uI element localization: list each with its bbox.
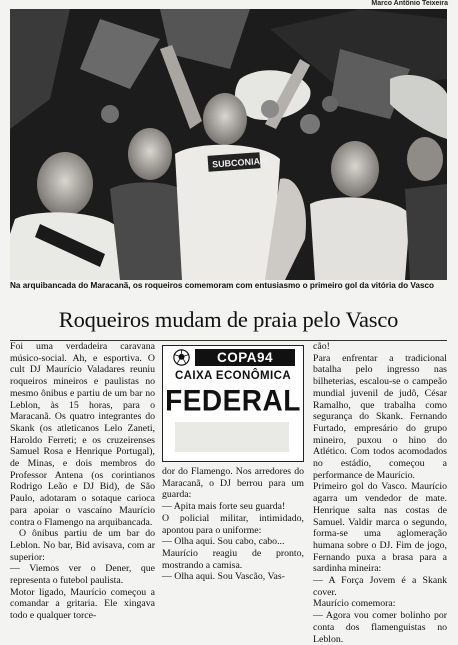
paragraph: Foi uma verdadeira caravana músico-social. Ah, e esportiva. O cult DJ Maurício Valadares reuniu roqueiros mineiros e paulistas no mesmo ônibus e partiu de um bar no Leblon, às 15 horas, para o Maracanã. Os quatro integrantes do Skank (os atleticanos Lelo Zaneti, Haroldo Ferreti; e os cruzeirenses Samuel Rosa e Henrique Portugal), de Minas, e dois membros do Professor Antena (os corintianos Rodrigo Leão e DJ Bid), de São Paulo, adotaram o sotaque carioca para apoiar o vascaíno Maurício contra o Flamengo na arquibancada.: [10, 341, 155, 528]
paragraph: Motor ligado, Maurício começou a comandar a gritaria. Ele xingava todo e qualquer torce-: [10, 586, 155, 622]
paragraph: — Olha aqui. Sou Vascão, Vas-: [162, 571, 285, 583]
paragraph: Primeiro gol do Vasco. Maurício agarra um vendedor de mate. Henrique salta nas costas de Samuel. Valdir marca o segundo, forma-se uma aglomeração humana sobre o DJ. Fim de jogo, Fernando puxa a brasa para a sardinha mineira:: [313, 481, 447, 575]
paragraph: Maurício comemora:: [313, 598, 396, 610]
photo-caption: Na arquibancada do Maracanã, os roqueiros comemoram com entusiasmo o primeiro gol da vitória do Vasco: [10, 281, 435, 290]
paragraph: Para enfrentar a tradicional batalha pelo ingresso nas bilheterias, escalou-se o campeão mundial juvenil de judô, César Ramalho, que trabalha como segurança do Skank. Fernando Furtado, empresário do grupo mineiro, puxou o hino do Atlético. Com todos acomodados no estádio, começou a performance de Maurício.: [313, 352, 447, 481]
article-column-3: [313, 341, 447, 645]
soccer-ball-icon: [173, 349, 190, 366]
paragraph: — Olha aqui. Sou cabo, cabo...: [162, 536, 285, 548]
sponsor-line-2: FEDERAL: [165, 384, 301, 417]
article-column-2: [162, 466, 304, 583]
headline: Roqueiros mudam de praia pelo Vasco: [58, 307, 399, 332]
paragraph: dor do Flamengo. Nos arredores do Maracanã, o DJ berrou para um guarda:: [162, 466, 304, 501]
photo-credit: Marco Antônio Teixeira: [371, 0, 448, 7]
fans-photo: [10, 9, 447, 280]
shirt-text: SUBCONIAM: [211, 155, 268, 170]
paragraph: Maurício reagiu de pronto, mostrando a camisa.: [162, 547, 304, 571]
copa-label: COPA94: [195, 349, 295, 366]
ad-blank-box: [175, 422, 289, 452]
sponsor-ad: [162, 345, 304, 462]
article-column-1: [10, 341, 155, 622]
paragraph: — Viemos ver o Dener, que representa o futebol paulista.: [10, 563, 155, 587]
paragraph: O ônibus partiu de um bar do Leblon. No bar, Bid avisava, com ar superior:: [10, 528, 155, 563]
paragraph: — Apita mais forte seu guarda!: [162, 501, 286, 513]
paragraph: O policial militar, intimidado, apontou para o uniforme:: [162, 512, 304, 536]
paragraph: — Agora vou comer bolinho por conta dos flamenguistas no Leblon.: [313, 610, 447, 645]
paragraph: cão!: [313, 341, 330, 352]
sponsor-line-1: CAIXA ECONÔMICA: [174, 370, 292, 382]
paragraph: — A Força Jovem é a Skank cover.: [313, 575, 447, 598]
copa-logo: [173, 349, 297, 367]
